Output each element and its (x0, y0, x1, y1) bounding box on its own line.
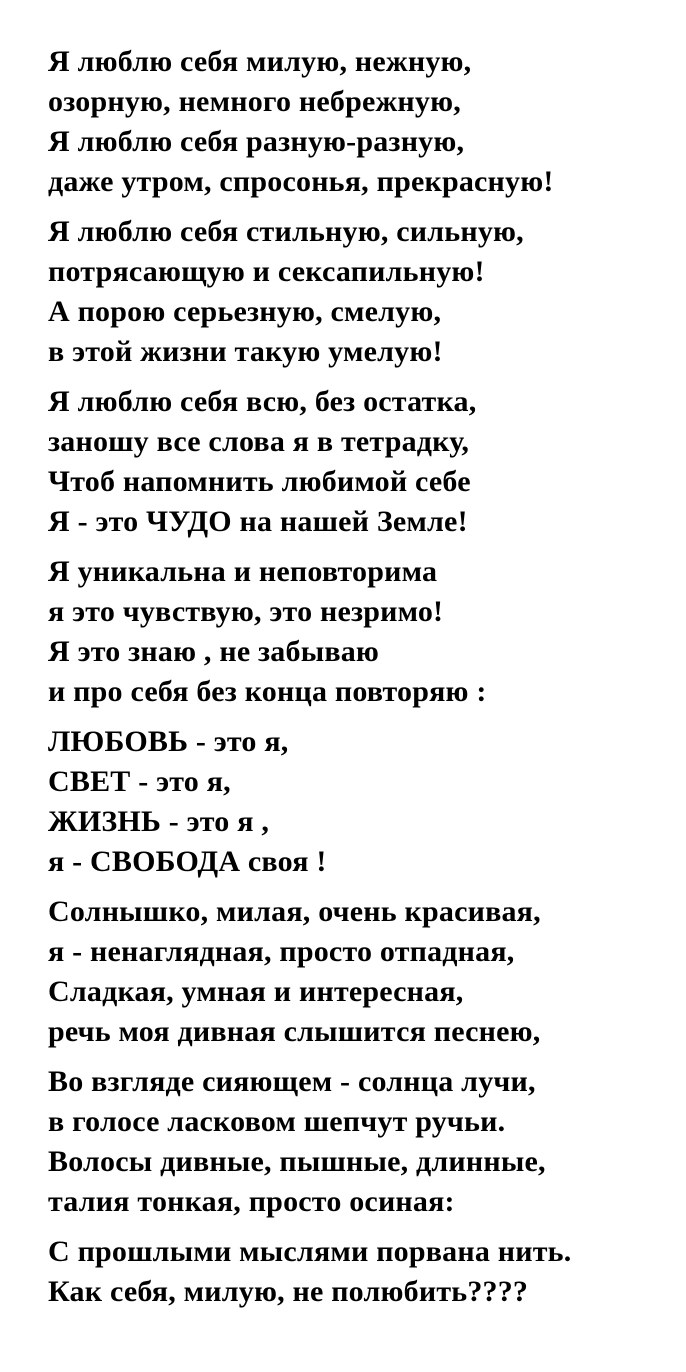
poem-line: озорную, немного небрежную, (48, 85, 461, 118)
poem-line: я - СВОБОДА своя ! (48, 845, 327, 878)
poem-line: Во взгляде сияющем - солнца лучи, (48, 1065, 536, 1098)
poem-line: С прошлыми мыслями порвана нить. (48, 1235, 572, 1268)
poem-line: Как себя, милую, не полюбить???? (48, 1275, 529, 1308)
stanza-3 (48, 382, 668, 542)
poem-line: я это чувствую, это незримо! (48, 595, 444, 628)
poem-text (48, 42, 668, 1322)
poem-line: Чтоб напомнить любимой себе (48, 465, 471, 498)
poem-line: Сладкая, умная и интересная, (48, 975, 464, 1008)
stanza-6 (48, 892, 668, 1052)
poem-line: Я люблю себя стильную, сильную, (48, 215, 524, 248)
poem-line: в голосе ласковом шепчут ручьи. (48, 1105, 506, 1138)
poem-line: ЖИЗНЬ - это я , (48, 805, 270, 838)
poem-line: Я люблю себя милую, нежную, (48, 45, 472, 78)
poem-line: и про себя без конца повторяю : (48, 675, 487, 708)
poem-line: СВЕТ - это я, (48, 765, 231, 798)
poem-line: Я люблю себя разную-разную, (48, 125, 465, 158)
poem-line: даже утром, спросонья, прекрасную! (48, 165, 554, 198)
poem-line: в этой жизни такую умелую! (48, 335, 443, 368)
poem-line: Солнышко, милая, очень красивая, (48, 895, 541, 928)
stanza-2 (48, 212, 668, 372)
poem-line: талия тонкая, просто осиная: (48, 1185, 455, 1218)
stanza-7 (48, 1062, 668, 1222)
poem-line: Я это знаю , не забываю (48, 635, 380, 668)
poem-line: я - ненаглядная, просто отпадная, (48, 935, 515, 968)
poem-line: Я люблю себя всю, без остатка, (48, 385, 477, 418)
poem-line: А порою серьезную, смелую, (48, 295, 442, 328)
poem-line: речь моя дивная слышится песнею, (48, 1015, 541, 1048)
stanza-5 (48, 722, 668, 882)
poem-line: потрясающую и сексапильную! (48, 255, 485, 288)
poem-line: Я уникальна и неповторима (48, 555, 438, 588)
poem-line: ЛЮБОВЬ - это я, (48, 725, 289, 758)
poem-line: Волосы дивные, пышные, длинные, (48, 1145, 546, 1178)
stanza-8 (48, 1232, 668, 1312)
poem-line: Я - это ЧУДО на нашей Земле! (48, 505, 468, 538)
stanza-1 (48, 42, 668, 202)
poem-line: заношу все слова я в тетрадку, (48, 425, 470, 458)
stanza-4 (48, 552, 668, 712)
